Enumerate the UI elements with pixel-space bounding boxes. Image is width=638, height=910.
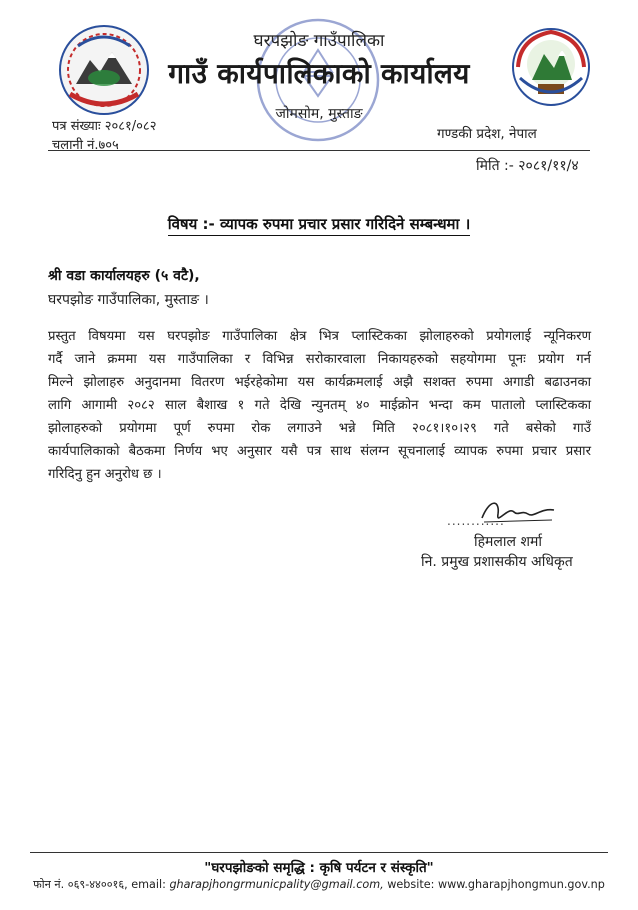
signatory-title: नि. प्रमुख प्रशासकीय अधिकृत (421, 554, 573, 570)
body-line: मिल्ने झोलाहरु अनुदानमा वितरण भईरहेकोमा यस कार्यक्रमलाई अझै सशक्त रुपमा अगाडी बढाउनका (48, 375, 591, 390)
recipient-line-2: घरपझोङ गाउँपालिका, मुस्ताङ । (48, 292, 209, 308)
body-line: लागि आगामी २०८२ साल बैशाख १ गते देखि न्युनतम् ४० माईक्रोन भन्दा कम पातालो प्लास्टिकका (48, 398, 591, 413)
body-line: प्रस्तुत विषयमा यस घरपझोङ गाउँपालिका क्षेत्र भित्र प्लास्टिकका झोलाहरुको प्रयोगलाई न्यूनिकरण (48, 329, 591, 344)
footer-website-label: website: (387, 878, 435, 891)
body-line: गर्दै जाने क्रममा यस गाउँपालिका र विभिन्न सरोकारवाला निकायहरुको सहयोगमा पूनः प्रयोग गर्न (48, 352, 591, 367)
footer-email-label: email: (131, 878, 166, 891)
signatory-name: हिमलाल शर्मा (474, 534, 543, 550)
subject-text: विषय :- व्यापक रुपमा प्रचार प्रसार गरिदिने सम्बन्धमा । (168, 215, 471, 236)
office-title: गाउँ कार्यपालिकाको कार्यालय (168, 57, 470, 90)
subject-line (0, 214, 638, 234)
letter-number: पत्र संख्याः २०८१/०८२ (52, 119, 157, 134)
office-location: जोमसोम, मुस्ताङ (275, 106, 363, 122)
dispatch-number: चलानी नं.७०५ (52, 138, 119, 153)
letter-date: मिति :- २०८१/११/४ (476, 158, 579, 174)
signature-dots: ............ (447, 514, 505, 528)
footer-website[interactable]: www.gharapjhongmun.gov.np (437, 878, 605, 891)
footer-phone: फोन नं. ०६९-४४००१६, (33, 878, 128, 891)
body-line: कार्यपालिकाको बैठकमा निर्णय भए अनुसार यसै पत्र साथ संलग्न सूचनालाई व्यापक रुपमा प्रचार प्रसार (48, 444, 591, 459)
body-line: झोलाहरुको प्रयोगमा पूर्ण रुपमा रोक लगाउने भन्ने मिति २०८१।१०।२९ गते बसेको गाउँ (48, 421, 591, 436)
footer-contact (0, 877, 638, 892)
footer-motto: "घरपझोङको समृद्धि : कृषि पर्यटन र संस्कृति" (204, 860, 434, 876)
province-label: गण्डकी प्रदेश, नेपाल (437, 126, 537, 142)
body-line: गरिदिनु हुन अनुरोध छ । (48, 467, 162, 482)
footer-divider (30, 852, 608, 853)
recipient-line-1: श्री वडा कार्यालयहरु (५ वटै), (48, 268, 200, 284)
municipality-name: घरपझोङ गाउँपालिका (253, 31, 385, 51)
footer-email[interactable]: gharapjhongrmunicpality@gmail.com, (169, 878, 384, 891)
header-divider (48, 150, 590, 151)
